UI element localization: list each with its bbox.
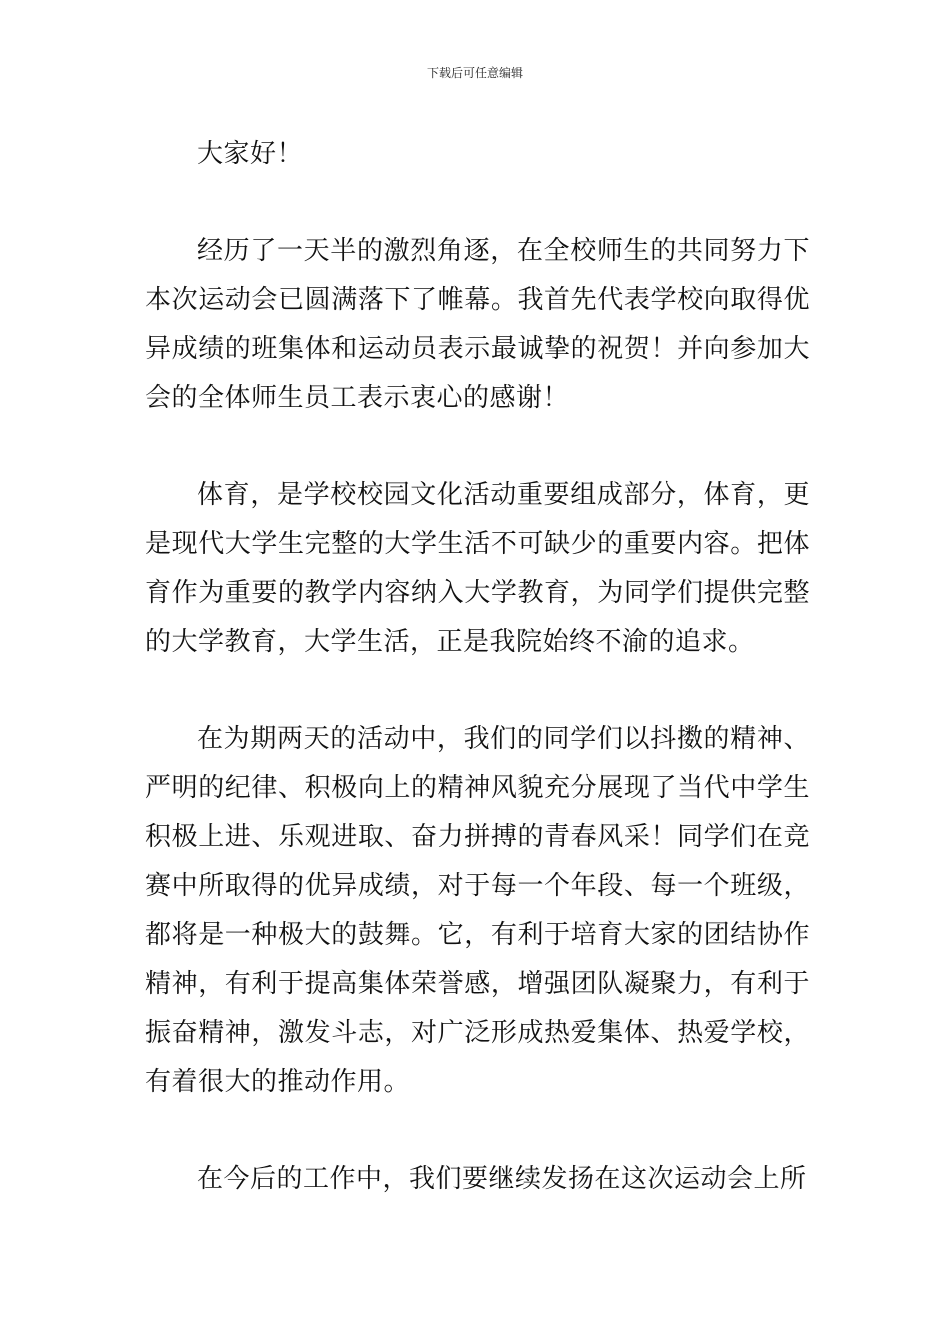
page-header: 下载后可任意编辑 <box>426 66 523 80</box>
document-body <box>145 130 810 1204</box>
paragraph-sports-importance: 体育，是学校校园文化活动重要组成部分，体育，更是现代大学生完整的大学生活不可缺少的重要内容。把体育作为重要的教学内容纳入大学教育，为同学们提供完整的大学教育，大学生活，正是我院始终不渝的追求。 <box>145 480 810 657</box>
paragraph-opening: 经历了一天半的激烈角逐，在全校师生的共同努力下本次运动会已圆满落下了帷幕。我首先代表学校向取得优异成绩的班集体和运动员表示最诚挚的祝贺！并向参加大会的全体师生员工表示衷心的感谢！ <box>145 236 810 413</box>
paragraph-event-summary: 在为期两天的活动中，我们的同学们以抖擞的精神、严明的纪律、积极向上的精神风貌充分展现了当代中学生积极上进、乐观进取、奋力拼搏的青春风采！同学们在竞赛中所取得的优异成绩，对于每一个年段、每一个班级，都将是一种极大的鼓舞。它，有利于培育大家的团结协作精神，有利于提高集体荣誉感，增强团队凝聚力，有利于振奋精神，激发斗志，对广泛形成热爱集体、热爱学校，有着很大的推动作用。 <box>145 724 810 1097</box>
paragraph-greeting: 大家好！ <box>197 139 304 169</box>
paragraph-future-work: 在今后的工作中，我们要继续发扬在这次运动会上所 <box>197 1164 807 1194</box>
